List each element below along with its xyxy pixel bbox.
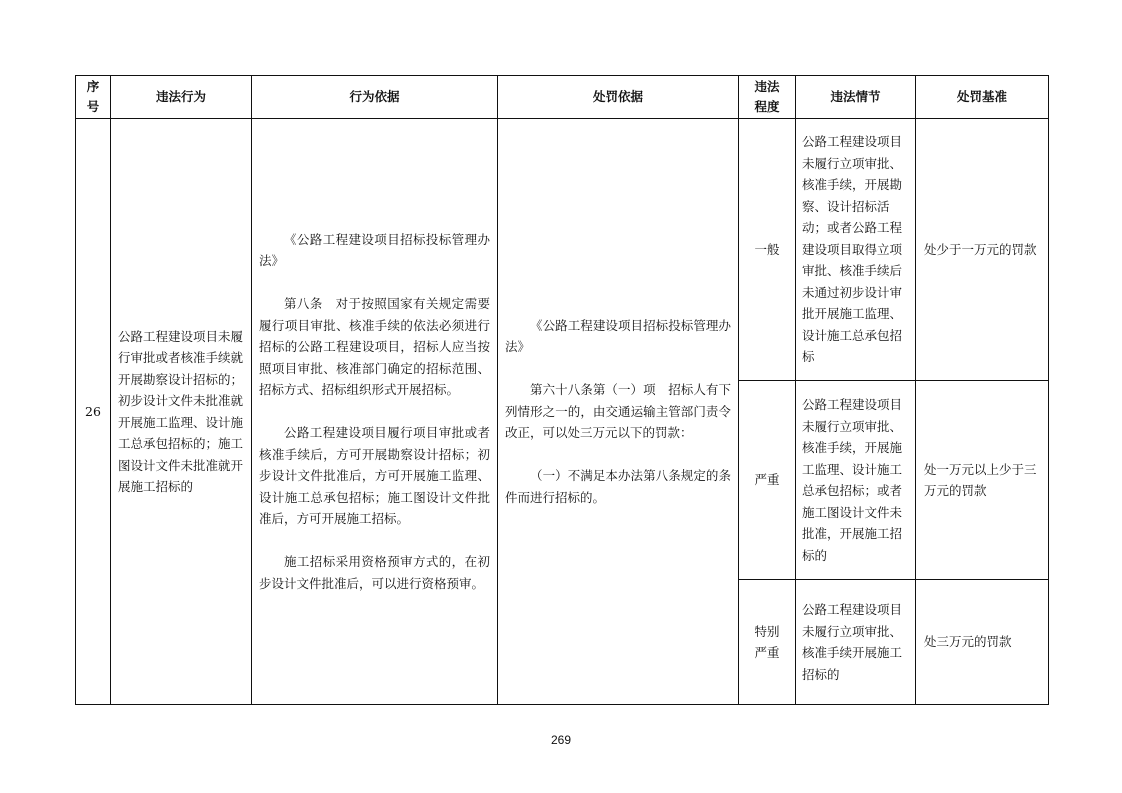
penalty-paragraph: 《公路工程建设项目招标投标管理办法》	[505, 317, 731, 355]
header-standard: 处罚基准	[916, 76, 1049, 119]
table-row	[76, 119, 1049, 381]
penalty-paragraph: （一）不满足本办法第八条规定的条件而进行招标的。	[505, 468, 731, 505]
standard-general: 处少于一万元的罚款	[916, 119, 1049, 381]
circumstance-serious: 公路工程建设项目未履行立项审批、核准手续，开展施工监理、设计施工总承包招标；或者施工图设计文件未批准，开展施工招标的	[796, 381, 916, 580]
header-behavior: 违法行为	[111, 76, 252, 119]
degree-serious: 严重	[739, 381, 796, 580]
penalty-basis	[498, 119, 739, 705]
basis-paragraph: 施工招标采用资格预审方式的，在初步设计文件批准后，可以进行资格预审。	[259, 554, 490, 591]
header-seq: 序 号	[76, 76, 111, 119]
penalty-standard-table	[75, 75, 1049, 705]
violation-behavior: 公路工程建设项目未履行审批或者核准手续就开展勘察设计招标的；初步设计文件未批准就开展施工监理、设计施工总承包招标的；施工图设计文件未批准就开展施工招标的	[111, 119, 252, 705]
degree-general: 一般	[739, 119, 796, 381]
circumstance-general: 公路工程建设项目未履行立项审批、核准手续，开展勘察、设计招标活动；或者公路工程建设项目取得立项审批、核准手续后未通过初步设计审批开展施工监理、设计施工总承包招标	[796, 119, 916, 381]
header-penalty-basis: 处罚依据	[498, 76, 739, 119]
basis-paragraph: 公路工程建设项目履行项目审批或者核准手续后，方可开展勘察设计招标；初步设计文件批准后，方可开展施工监理、设计施工总承包招标；施工图设计文件批准后，方可开展施工招标。	[259, 425, 490, 527]
behavior-basis	[252, 119, 498, 705]
header-basis: 行为依据	[252, 76, 498, 119]
header-row	[76, 76, 1049, 119]
row-seq: 26	[76, 119, 111, 705]
header-degree: 违法 程度	[739, 76, 796, 119]
circumstance-especially-serious: 公路工程建设项目未履行立项审批、核准手续开展施工招标的	[796, 580, 916, 705]
page-number: 269	[550, 733, 572, 747]
standard-serious: 处一万元以上少于三万元的罚款	[916, 381, 1049, 580]
header-circumstance: 违法情节	[796, 76, 916, 119]
basis-paragraph: 《公路工程建设项目招标投标管理办法》	[259, 231, 490, 269]
penalty-paragraph: 第六十八条第（一）项 招标人有下列情形之一的，由交通运输主管部门责令改正，可以处三万元以下的罚款：	[505, 382, 731, 441]
basis-paragraph: 第八条 对于按照国家有关规定需要履行项目审批、核准手续的依法必须进行招标的公路工程建设项目，招标人应当按照项目审批、核准部门确定的招标范围、招标方式、招标组织形式开展招标。	[259, 296, 490, 398]
degree-especially-serious: 特别 严重	[739, 580, 796, 705]
standard-especially-serious: 处三万元的罚款	[916, 580, 1049, 705]
